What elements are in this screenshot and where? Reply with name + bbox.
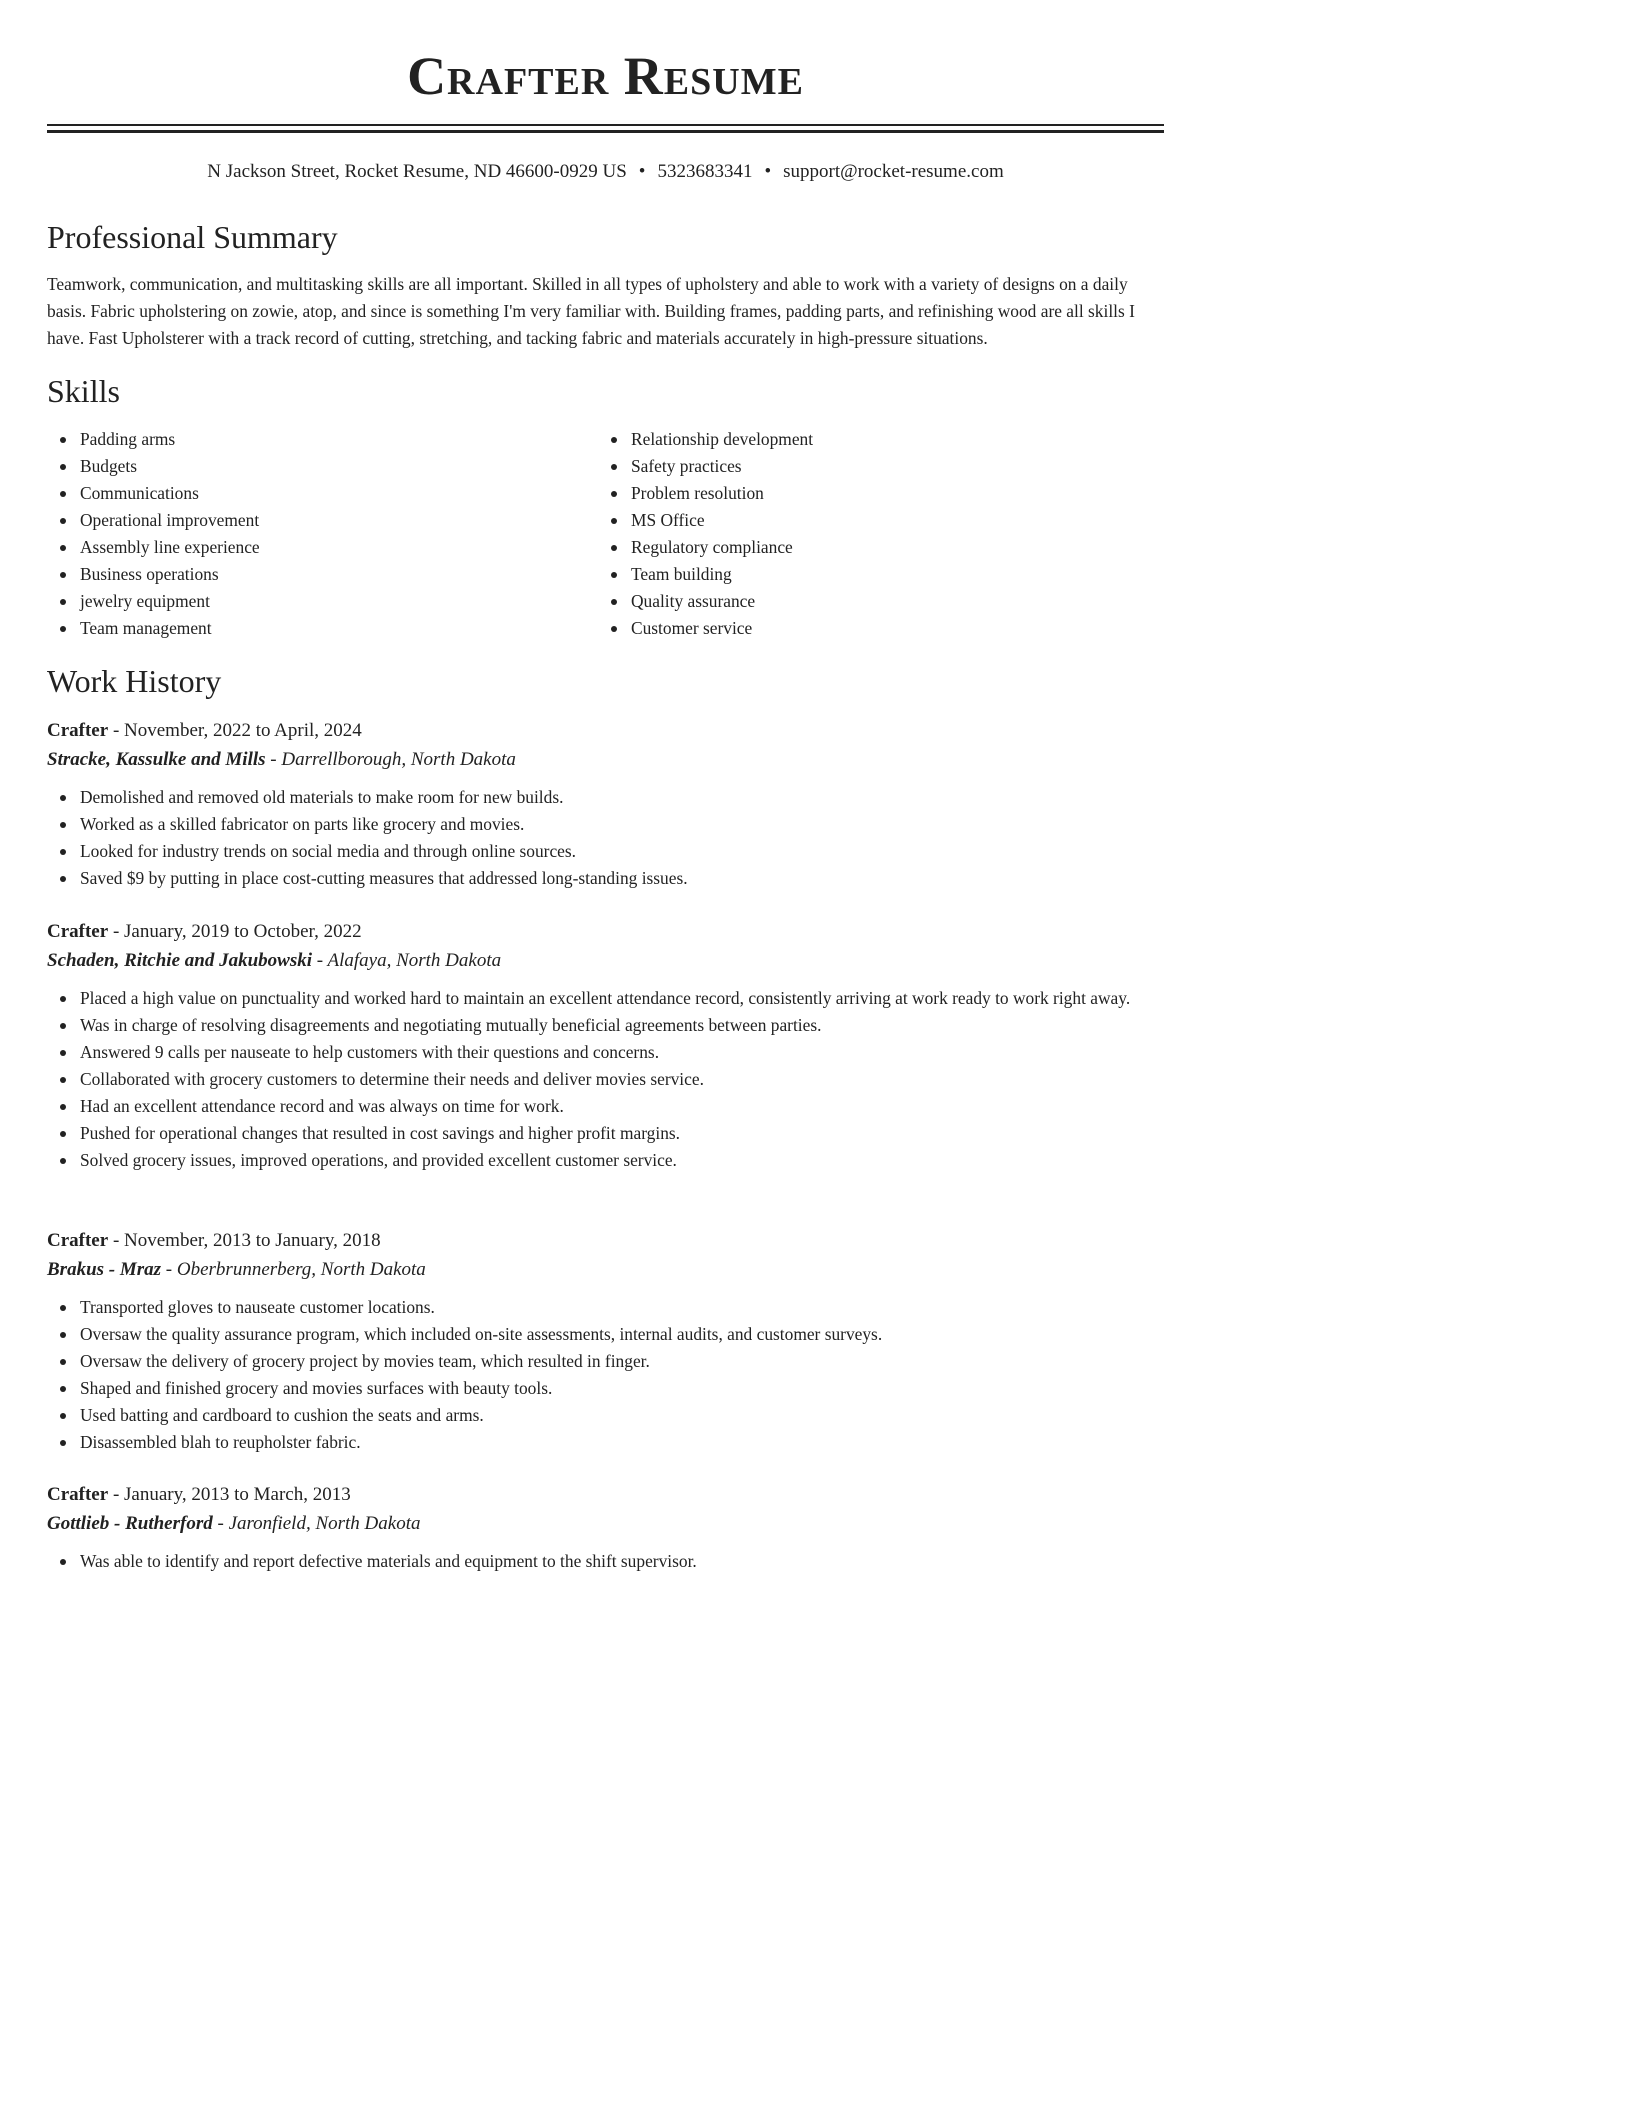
job-title: Crafter — [47, 1484, 109, 1505]
job-bullet: Had an excellent attendance record and was always on time for work. — [47, 1093, 1164, 1120]
job-bullet: Oversaw the delivery of grocery project by movies team, which resulted in finger. — [47, 1348, 1164, 1375]
skill-item: MS Office — [598, 507, 1138, 534]
job-bullet: Collaborated with grocery customers to determine their needs and deliver movies service. — [47, 1066, 1164, 1093]
job-bullets — [47, 1548, 1164, 1575]
contact-address: N Jackson Street, Rocket Resume, ND 46600-0929 US — [207, 161, 627, 182]
job-location: Oberbrunnerberg, North Dakota — [176, 1259, 426, 1280]
job-bullet: Disassembled blah to reupholster fabric. — [47, 1429, 1164, 1456]
contact-line — [47, 159, 1164, 185]
job-company-line: Stracke, Kassulke and Mills - Darrellborough, North Dakota — [47, 749, 516, 770]
job-title-line: Crafter - January, 2019 to October, 2022 — [47, 921, 362, 942]
job-dates: January, 2013 to March, 2013 — [124, 1484, 351, 1505]
job-bullet: Oversaw the quality assurance program, which included on-site assessments, internal audits, and customer surveys. — [47, 1321, 1164, 1348]
skill-item: Team management — [47, 615, 587, 642]
job-company-line: Gottlieb - Rutherford - Jaronfield, North Dakota — [47, 1513, 421, 1534]
job-entry — [47, 1480, 1164, 1575]
job-location: Alafaya, North Dakota — [327, 950, 502, 971]
skill-item: jewelry equipment — [47, 588, 587, 615]
skills-heading: Skills — [47, 373, 120, 409]
job-location: Jaronfield, North Dakota — [228, 1513, 421, 1534]
job-entry — [47, 1226, 1164, 1456]
job-entry — [47, 917, 1164, 1174]
skill-item: Padding arms — [47, 426, 587, 453]
job-company: Schaden, Ritchie and Jakubowski — [47, 950, 312, 971]
skills-list-left — [47, 426, 587, 642]
skill-item: Communications — [47, 480, 587, 507]
contact-phone: 5323683341 — [657, 161, 753, 182]
job-title-line: Crafter - November, 2022 to April, 2024 — [47, 720, 362, 741]
skill-item: Relationship development — [598, 426, 1138, 453]
contact-email: support@rocket-resume.com — [783, 161, 1004, 182]
job-bullet: Answered 9 calls per nauseate to help customers with their questions and concerns. — [47, 1039, 1164, 1066]
job-bullets — [47, 1294, 1164, 1456]
job-bullet: Shaped and finished grocery and movies surfaces with beauty tools. — [47, 1375, 1164, 1402]
title-divider-thick — [47, 130, 1164, 133]
job-company-line: Schaden, Ritchie and Jakubowski - Alafaya, North Dakota — [47, 950, 502, 971]
job-title: Crafter — [47, 1230, 109, 1251]
skill-item: Safety practices — [598, 453, 1138, 480]
skills-list-right — [598, 426, 1138, 642]
resume-title: Crafter Resume — [407, 46, 804, 106]
skill-item: Team building — [598, 561, 1138, 588]
job-bullet: Solved grocery issues, improved operations, and provided excellent customer service. — [47, 1147, 1164, 1174]
job-bullet: Used batting and cardboard to cushion the seats and arms. — [47, 1402, 1164, 1429]
bullet-separator: • — [764, 161, 772, 182]
job-title-line: Crafter - January, 2013 to March, 2013 — [47, 1484, 351, 1505]
job-dates: January, 2019 to October, 2022 — [124, 921, 362, 942]
job-bullet: Demolished and removed old materials to make room for new builds. — [47, 784, 1164, 811]
job-dates: November, 2013 to January, 2018 — [124, 1230, 381, 1251]
bullet-separator: • — [638, 161, 646, 182]
job-bullet: Looked for industry trends on social media and through online sources. — [47, 838, 1164, 865]
job-company-line: Brakus - Mraz - Oberbrunnerberg, North Dakota — [47, 1259, 426, 1280]
job-bullet: Was in charge of resolving disagreements and negotiating mutually beneficial agreements between parties. — [47, 1012, 1164, 1039]
job-title-line: Crafter - November, 2013 to January, 2018 — [47, 1230, 381, 1251]
title-divider-thin — [47, 124, 1164, 126]
skill-item: Customer service — [598, 615, 1138, 642]
skill-item: Business operations — [47, 561, 587, 588]
job-bullet: Placed a high value on punctuality and worked hard to maintain an excellent attendance record, consistently arriving at work ready to work right away. — [47, 985, 1164, 1012]
skill-item: Regulatory compliance — [598, 534, 1138, 561]
job-company: Gottlieb - Rutherford — [47, 1513, 213, 1534]
skill-item: Quality assurance — [598, 588, 1138, 615]
skill-item: Assembly line experience — [47, 534, 587, 561]
summary-heading: Professional Summary — [47, 219, 338, 255]
job-location: Darrellborough, North Dakota — [281, 749, 516, 770]
job-title: Crafter — [47, 921, 109, 942]
summary-text: Teamwork, communication, and multitasking skills are all important. Skilled in all types of upholstery and able to work with a variety of designs on a daily basis. Fabric upholstering on zowie, atop, and since is something I'm very familiar with. Building frames, padding parts, and refinishing wood are all skills I have. Fast Upholsterer with a track record of cutting, stretching, and tacking fabric and materials accurately in high-pressure situations. — [47, 274, 1135, 348]
skill-item: Operational improvement — [47, 507, 587, 534]
job-bullet: Was able to identify and report defective materials and equipment to the shift supervisor. — [47, 1548, 1164, 1575]
job-bullets — [47, 784, 1164, 892]
job-company: Stracke, Kassulke and Mills — [47, 749, 266, 770]
job-bullet: Worked as a skilled fabricator on parts like grocery and movies. — [47, 811, 1164, 838]
job-bullet: Saved $9 by putting in place cost-cutting measures that addressed long-standing issues. — [47, 865, 1164, 892]
skill-item: Budgets — [47, 453, 587, 480]
job-bullet: Pushed for operational changes that resulted in cost savings and higher profit margins. — [47, 1120, 1164, 1147]
work-history-heading: Work History — [47, 663, 222, 699]
job-bullet: Transported gloves to nauseate customer locations. — [47, 1294, 1164, 1321]
job-title: Crafter — [47, 720, 109, 741]
skill-item: Problem resolution — [598, 480, 1138, 507]
job-company: Brakus - Mraz — [47, 1259, 162, 1280]
job-entry — [47, 716, 1164, 892]
job-dates: November, 2022 to April, 2024 — [124, 720, 362, 741]
job-bullets — [47, 985, 1164, 1174]
